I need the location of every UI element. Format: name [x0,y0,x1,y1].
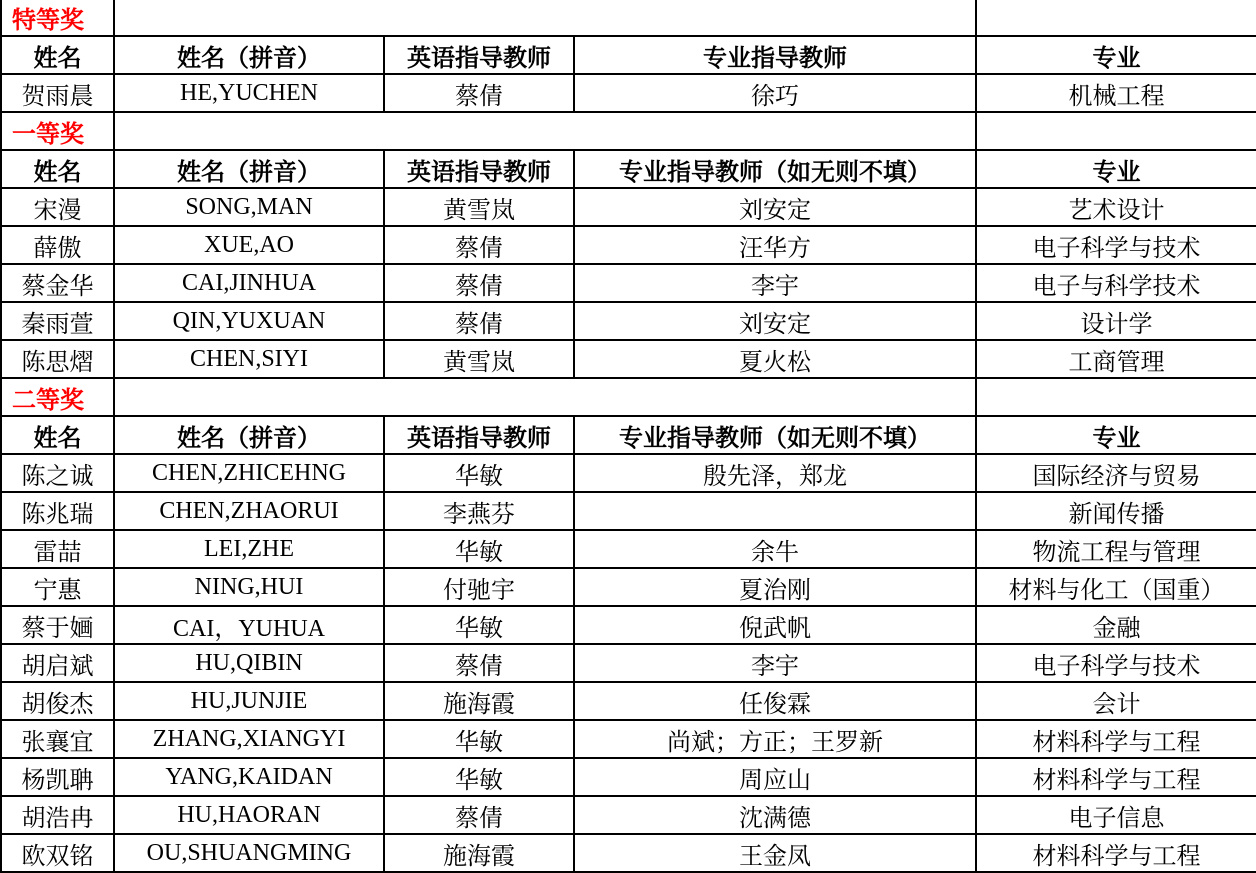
cell-english-teacher: 蔡倩 [384,264,574,302]
cell-english-teacher: 蔡倩 [384,302,574,340]
cell-major: 艺术设计 [976,188,1256,226]
cell-english-teacher: 华敏 [384,758,574,796]
cell-major-teacher: 沈满德 [574,796,976,834]
table-row [1,606,1256,644]
cell-english-teacher: 施海霞 [384,834,574,872]
cell-english-teacher: 华敏 [384,454,574,492]
col-header-major-teacher: 专业指导教师（如无则不填） [574,416,976,454]
cell-pinyin: SONG,MAN [114,188,384,226]
cell-major: 国际经济与贸易 [976,454,1256,492]
cell-pinyin: HU,JUNJIE [114,682,384,720]
header-row [1,150,1256,188]
empty-cell [114,378,976,416]
cell-major: 会计 [976,682,1256,720]
col-header-pinyin: 姓名（拼音） [114,150,384,188]
cell-major: 设计学 [976,302,1256,340]
table-row [1,834,1256,872]
cell-name: 胡俊杰 [1,682,114,720]
cell-name: 蔡金华 [1,264,114,302]
cell-major: 材料科学与工程 [976,720,1256,758]
award-label-first: 一等奖 [1,112,114,150]
cell-major: 物流工程与管理 [976,530,1256,568]
cell-pinyin: XUE,AO [114,226,384,264]
cell-pinyin: CHEN,SIYI [114,340,384,378]
empty-cell [114,112,976,150]
cell-pinyin: HU,QIBIN [114,644,384,682]
cell-major-teacher: 任俊霖 [574,682,976,720]
header-row [1,416,1256,454]
cell-major: 机械工程 [976,74,1256,112]
col-header-major: 专业 [976,36,1256,74]
cell-major-teacher: 刘安定 [574,302,976,340]
cell-name: 欧双铭 [1,834,114,872]
cell-name: 胡启斌 [1,644,114,682]
empty-cell [976,0,1256,36]
cell-pinyin: CAI,JINHUA [114,264,384,302]
cell-major-teacher: 尚斌；方正；王罗新 [574,720,976,758]
award-label-second: 二等奖 [1,378,114,416]
col-header-english-teacher: 英语指导教师 [384,416,574,454]
cell-major: 电子科学与技术 [976,644,1256,682]
table-row [1,682,1256,720]
table-row [1,74,1256,112]
cell-name: 胡浩冉 [1,796,114,834]
cell-major-teacher: 夏火松 [574,340,976,378]
cell-major-teacher: 王金凤 [574,834,976,872]
cell-major: 金融 [976,606,1256,644]
cell-major: 工商管理 [976,340,1256,378]
cell-major-teacher: 殷先泽，郑龙 [574,454,976,492]
table-row [1,454,1256,492]
table-row [1,644,1256,682]
cell-major-teacher: 周应山 [574,758,976,796]
empty-cell [976,378,1256,416]
cell-name: 薛傲 [1,226,114,264]
empty-cell [976,112,1256,150]
table-row [1,188,1256,226]
col-header-english-teacher: 英语指导教师 [384,150,574,188]
cell-pinyin: HU,HAORAN [114,796,384,834]
table-row [1,720,1256,758]
cell-english-teacher: 蔡倩 [384,226,574,264]
cell-major: 电子科学与技术 [976,226,1256,264]
cell-name: 蔡于婳 [1,606,114,644]
cell-pinyin: CHEN,ZHAORUI [114,492,384,530]
cell-major: 材料科学与工程 [976,834,1256,872]
cell-english-teacher: 华敏 [384,720,574,758]
table-row [1,758,1256,796]
cell-name: 陈之诚 [1,454,114,492]
cell-english-teacher: 施海霞 [384,682,574,720]
cell-pinyin: YANG,KAIDAN [114,758,384,796]
cell-english-teacher: 黄雪岚 [384,188,574,226]
cell-major: 新闻传播 [976,492,1256,530]
cell-pinyin: LEI,ZHE [114,530,384,568]
cell-name: 杨凯聃 [1,758,114,796]
cell-name: 贺雨晨 [1,74,114,112]
table-row [1,568,1256,606]
cell-major-teacher: 汪华方 [574,226,976,264]
cell-major: 材料与化工（国重） [976,568,1256,606]
cell-major-teacher: 李宇 [574,644,976,682]
award-row-second [1,378,1256,416]
cell-pinyin: HE,YUCHEN [114,74,384,112]
table-row [1,340,1256,378]
table-row [1,226,1256,264]
cell-english-teacher: 华敏 [384,606,574,644]
cell-major-teacher: 余牛 [574,530,976,568]
cell-name: 陈思熠 [1,340,114,378]
cell-english-teacher: 李燕芬 [384,492,574,530]
col-header-major-teacher: 专业指导教师 [574,36,976,74]
cell-english-teacher: 蔡倩 [384,796,574,834]
table-row [1,264,1256,302]
col-header-pinyin: 姓名（拼音） [114,36,384,74]
col-header-major: 专业 [976,416,1256,454]
cell-major-teacher: 李宇 [574,264,976,302]
cell-name: 宁惠 [1,568,114,606]
cell-english-teacher: 蔡倩 [384,74,574,112]
cell-english-teacher: 黄雪岚 [384,340,574,378]
cell-major-teacher: 徐巧 [574,74,976,112]
cell-name: 雷喆 [1,530,114,568]
cell-name: 陈兆瑞 [1,492,114,530]
cell-pinyin: CAI，YUHUA [114,606,384,644]
col-header-name: 姓名 [1,150,114,188]
cell-english-teacher: 付驰宇 [384,568,574,606]
table-row [1,302,1256,340]
cell-pinyin: NING,HUI [114,568,384,606]
award-row-first [1,112,1256,150]
cell-name: 张襄宜 [1,720,114,758]
cell-name: 宋漫 [1,188,114,226]
cell-pinyin: OU,SHUANGMING [114,834,384,872]
cell-english-teacher: 华敏 [384,530,574,568]
cell-name: 秦雨萱 [1,302,114,340]
cell-major-teacher: 夏治刚 [574,568,976,606]
cell-major: 电子与科学技术 [976,264,1256,302]
col-header-name: 姓名 [1,36,114,74]
table-row [1,796,1256,834]
header-row [1,36,1256,74]
cell-major-teacher: 倪武帆 [574,606,976,644]
col-header-major-teacher: 专业指导教师（如无则不填） [574,150,976,188]
cell-major: 材料科学与工程 [976,758,1256,796]
award-label-special: 特等奖 [1,0,114,36]
table-row [1,492,1256,530]
col-header-pinyin: 姓名（拼音） [114,416,384,454]
cell-pinyin: CHEN,ZHICEHNG [114,454,384,492]
col-header-english-teacher: 英语指导教师 [384,36,574,74]
cell-major: 电子信息 [976,796,1256,834]
cell-english-teacher: 蔡倩 [384,644,574,682]
table-row [1,530,1256,568]
cell-major-teacher [574,492,976,530]
cell-major-teacher: 刘安定 [574,188,976,226]
award-row-special [1,0,1256,36]
cell-pinyin: ZHANG,XIANGYI [114,720,384,758]
empty-cell [114,0,976,36]
col-header-major: 专业 [976,150,1256,188]
cell-pinyin: QIN,YUXUAN [114,302,384,340]
col-header-name: 姓名 [1,416,114,454]
